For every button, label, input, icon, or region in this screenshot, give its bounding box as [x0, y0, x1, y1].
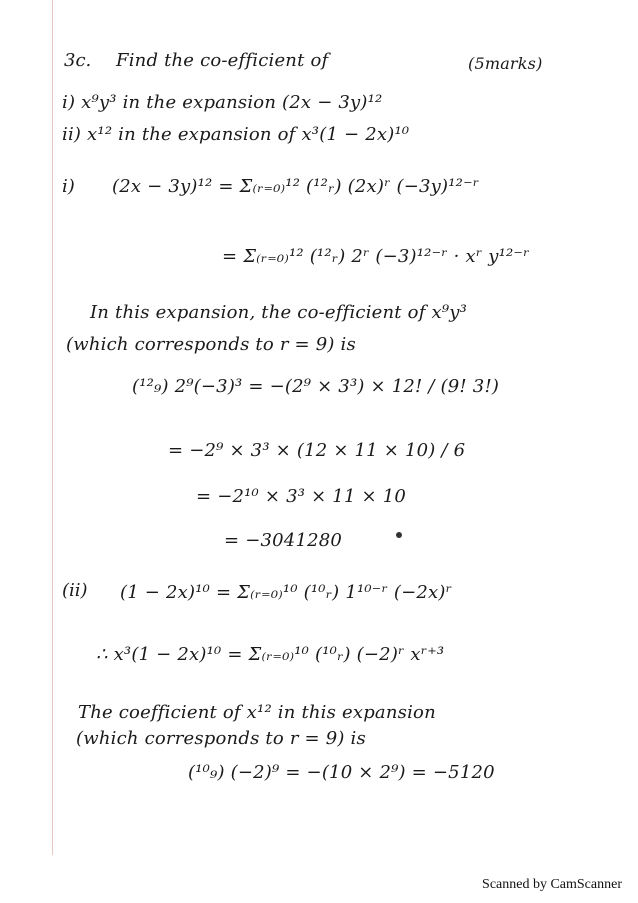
question-number: 3c.	[64, 50, 92, 71]
question-title: Find the co-efficient of	[116, 50, 329, 71]
camscanner-footer: Scanned by CamScanner	[482, 877, 622, 892]
ink-dot	[396, 532, 402, 538]
solution-i-step3: (¹²₉) 2⁹(−3)³ = −(2⁹ × 3³) × 12! / (9! 3!)	[132, 376, 500, 397]
solution-ii-note1: The coefficient of x¹² in this expansion	[78, 702, 436, 723]
solution-i-step2: = Σ₍ᵣ₌₀₎¹² (¹²ᵣ) 2ʳ (−3)¹²⁻ʳ · xʳ y¹²⁻ʳ	[222, 246, 530, 267]
question-marks: (5marks)	[468, 54, 543, 73]
solution-ii-note2: (which corresponds to r = 9) is	[76, 728, 366, 749]
solution-ii-result: (¹⁰₉) (−2)⁹ = −(10 × 2⁹) = −5120	[188, 762, 495, 783]
solution-i-step1: (2x − 3y)¹² = Σ₍ᵣ₌₀₎¹² (¹²ᵣ) (2x)ʳ (−3y)¹²⁻ʳ	[112, 176, 480, 197]
solution-i-result: = −3041280	[224, 530, 343, 551]
solution-i-step4: = −2⁹ × 3³ × (12 × 11 × 10) / 6	[168, 440, 466, 461]
solution-i-note1: In this expansion, the co-efficient of x⁹y³	[90, 302, 468, 323]
solution-i-note2: (which corresponds to r = 9) is	[66, 334, 356, 355]
solution-ii-step2: ∴ x³(1 − 2x)¹⁰ = Σ₍ᵣ₌₀₎¹⁰ (¹⁰ᵣ) (−2)ʳ xʳ⁺³	[96, 644, 445, 665]
solution-i-label: i)	[62, 176, 75, 197]
margin-line	[52, 0, 53, 855]
solution-ii-step1: (1 − 2x)¹⁰ = Σ₍ᵣ₌₀₎¹⁰ (¹⁰ᵣ) 1¹⁰⁻ʳ (−2x)ʳ	[120, 582, 453, 603]
solution-ii-label: (ii)	[62, 580, 88, 601]
solution-i-step5: = −2¹⁰ × 3³ × 11 × 10	[196, 486, 407, 507]
question-part-i: i) x⁹y³ in the expansion (2x − 3y)¹²	[62, 92, 383, 113]
question-part-ii: ii) x¹² in the expansion of x³(1 − 2x)¹⁰	[62, 124, 410, 145]
